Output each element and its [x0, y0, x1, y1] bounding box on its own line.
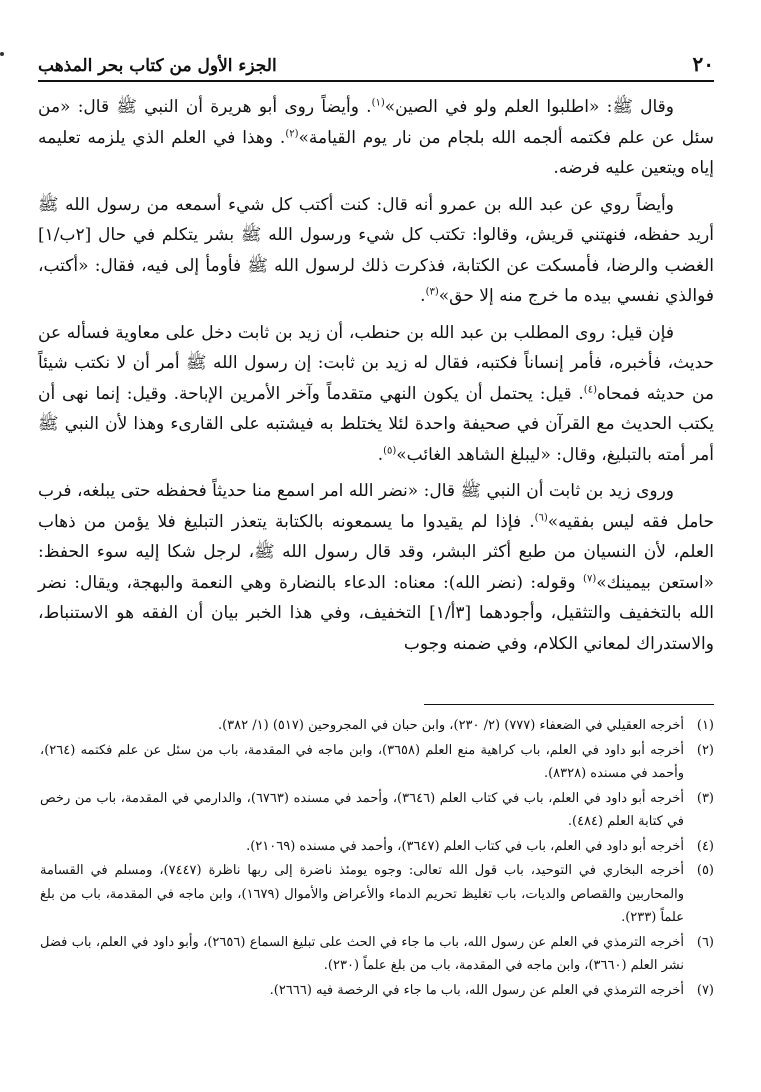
footnote-number: (٧)	[696, 982, 714, 998]
margin-mark	[0, 52, 4, 56]
footnote-text: أخرجه أبو داود في العلم، باب في كتاب العلم (٣٦٤٦)، وأحمد في مسنده (٦٧٦٣)، والدارمي في المقدمة، باب من رخص في كتابة العلم (٤٨٤).	[40, 790, 684, 829]
footnote	[40, 979, 714, 1003]
paragraph: فإن قيل: روى المطلب بن عبد الله بن حنطب، أن زيد بن ثابت دخل على معاوية فسأله عن حديث، فأخبره، فأمر إنساناً فكتبه، فقال له زيد بن ثابت: إن رسول الله ﷺ أمر أن لا نكتب شيئاً من حديثه فمحاه$^{(٤)}$. قيل: يحتمل أن يكون النهي متقدماً وآخر الأمرين الإباحة. وقيل: إنما نهى أن يكتب الحديث مع القرآن في صحيفة واحدة لئلا يختلط به فيشتبه على القارىء وهذا لأن النبي ﷺ أمر أمته بالتبليغ، وقال: «ليبلغ الشاهد الغائب»$^{(٥)}$.	[38, 322, 714, 465]
running-title: الجزء الأول من كتاب بحر المذهب	[38, 56, 277, 76]
footnote-ref: (٣)	[425, 286, 439, 298]
footnote-text: أخرجه البخاري في التوحيد، باب قول الله تعالى: وجوه يومئذ ناضرة إلى ربها ناظرة (٧٤٤٧)، ومسلم في القسامة والمحاربين والقصاص والديات، باب تغليظ تحريم الدماء والأعراض والأموال (١٦٧٩)، وابن ماجه في المقدمة، باب من بلغ علماً (٢٣٣).	[40, 863, 684, 925]
footnote	[40, 835, 714, 859]
footnote-number: (٣)	[696, 790, 714, 806]
footnote-number: (٥)	[696, 863, 714, 878]
footnote-number: (٢)	[696, 742, 714, 758]
footnote	[40, 787, 714, 834]
footnote-text: أخرجه أبو داود في العلم، باب كراهية منع العلم (٣٦٥٨)، وابن ماجه في المقدمة، باب من سئل عن علم فكتمه (٢٦٤)، وأحمد في مسنده (٨٣٢٨).	[40, 742, 684, 781]
footnote-ref: (٧)	[583, 572, 597, 584]
footnotes	[40, 714, 714, 1003]
footnote-ref: (٦)	[534, 511, 548, 523]
paragraph: وقال ﷺ: «اطلبوا العلم ولو في الصين»$^{(١)}$. وأيضاً روى أبو هريرة أن النبي ﷺ قال: «من سئل عن علم فكتمه ألجمه الله بلجام من نار يوم القيامة»$^{(٢)}$. وهذا في العلم الذي يلزمه تعليمه إياه ويتعين عليه فرضه.	[38, 97, 715, 178]
footnote-number: (١)	[696, 718, 714, 733]
footnote-ref: (٤)	[583, 383, 597, 395]
footnote-separator	[424, 704, 714, 705]
footnote-text: أخرجه العقيلي في الضعفاء (٧٧٧) (٢/ ٢٣٠)، وابن حبان في المجروحين (٥١٧) (١/ ٣٨٢).	[217, 718, 684, 733]
page-header	[38, 52, 714, 82]
footnote	[40, 739, 714, 786]
page-number: ٢٠	[692, 52, 714, 76]
footnote-text: أخرجه أبو داود في العلم، باب في كتاب العلم (٣٦٤٧)، وأحمد في مسنده (٢١٠٦٩).	[246, 838, 684, 854]
footnote-ref: (٢)	[285, 127, 299, 139]
footnote	[40, 931, 714, 978]
footnote	[40, 859, 714, 930]
footnote-ref: (١)	[371, 97, 385, 109]
footnote-text: أخرجه الترمذي في العلم عن رسول الله، باب ما جاء في الرخصة فيه (٢٦٦٦).	[269, 982, 684, 998]
body-text	[38, 92, 714, 665]
footnote-number: (٦)	[696, 934, 714, 950]
footnote-ref: (٥)	[383, 444, 397, 456]
footnote-text: أخرجه الترمذي في العلم عن رسول الله، باب ما جاء في الحث على تبليغ السماع (٢٦٥٦)، وأبو داود في العلم، باب فضل نشر العلم (٣٦٦٠)، وابن ماجه في المقدمة، باب من بلغ علماً (٢٣٠).	[40, 934, 684, 973]
footnote	[40, 714, 714, 738]
paragraph: وروى زيد بن ثابت أن النبي ﷺ قال: «نضر الله امر اسمع منا حديثاً فحفظه حتى يبلغه، فرب حامل فقه ليس بفقيه»$^{(٦)}$. فإذا لم يقيدوا ما يسمعونه بالكتابة يتعذر التبليغ فلا يؤمن من ذهاب العلم، لأن النسيان من طبع أكثر البشر، وقد قال رسول الله ﷺ، لرجل شكا إليه سوء الحفظ: «استعن بيمينك»$^{(٧)}$ وقوله: (نضر الله): معناه: الدعاء بالنضارة وهي النعمة والبهجة، ويقال: نضر الله بالتخفيف والتثقيل، وأجودهما [٣أ/١] التخفيف، وفي هذا الخبر بيان أن الفقه هو الاستنباط، والاستدراك لمعاني الكلام، وفي ضمنه وجوب	[38, 481, 714, 654]
footnote-number: (٤)	[696, 838, 714, 854]
paragraph: وأيضاً روي عن عبد الله بن عمرو أنه قال: كنت أكتب كل شيء أسمعه من رسول الله ﷺ أريد حفظه، فنهتني قريش، وقالوا: تكتب كل شيء ورسول الله ﷺ بشر يتكلم في حال [٢ب/١] الغضب والرضا، فأمسكت عن الكتابة، فذكرت ذلك لرسول الله ﷺ فأومأ إلى فيه، فقال: «أكتب، فوالذي نفسي بيده ما خرج منه إلا حق»$^{(٣)}$.	[38, 194, 714, 306]
